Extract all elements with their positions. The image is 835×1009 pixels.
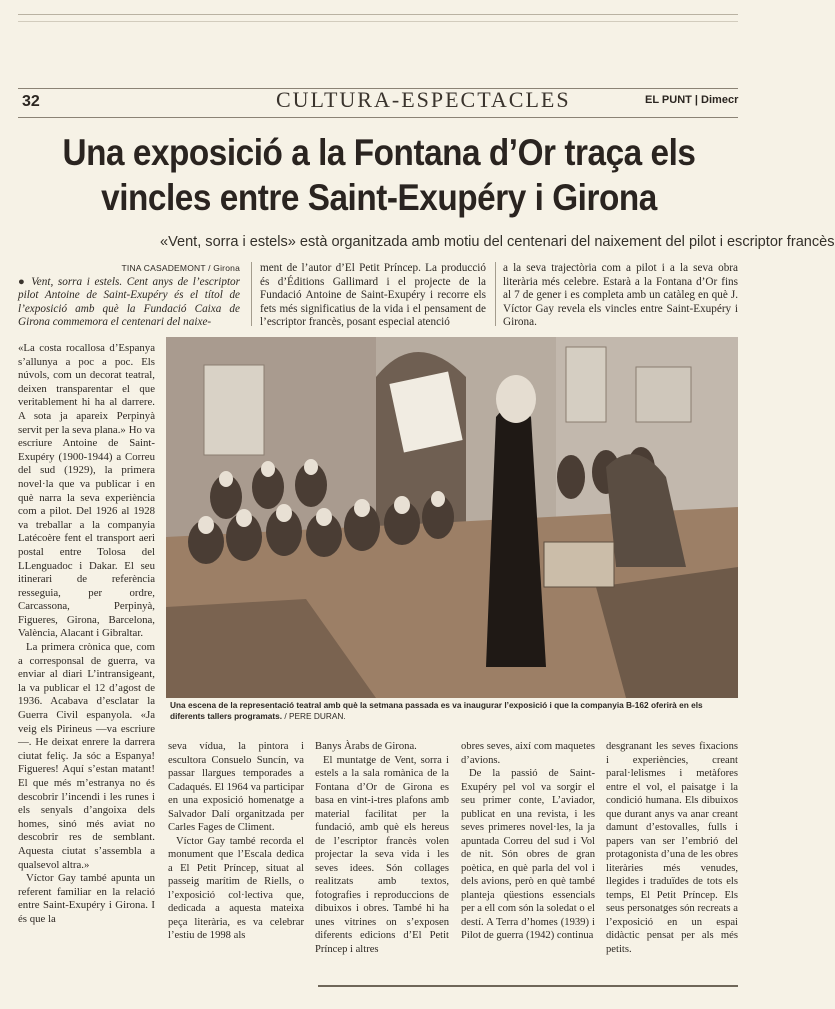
lead-column-2 [260,262,486,330]
page-header [18,88,738,118]
newspaper-name: EL PUNT | Dimecr [645,94,739,106]
bottom-rule [318,985,738,987]
headline [56,130,702,220]
body-column-b [168,740,304,943]
body-paragraph: «La costa rocallosa d’Espanya s’allunya a poc a poc. Els núvols, com un decorat teatral, deixen transparentar el que veritablement hi ha al darrere. A sota ja apareix Perpinyà servit per la seva plana.» Ho va escriure Antoine de Saint-Exupéry (1900-1944) a Correu del sud (1929), la primera novel·la que va publicar i en què narra la seva experiència com a pilot. Del 1926 al 1928 va treballar a la companyia Latécoère fent el transport aeri postal entre Tolosa del LLenguadoc i Dakar. El seu itinerari de referència resseguia, per ordre, Carcassona, Perpinyà, Figueres, Girona, Barcelona, València, Alacant i Gibraltar. [18,342,155,640]
headline-line-1: Una exposició a la Fontana d’Or traça els [62,132,696,173]
lead-column-1 [18,262,240,330]
body-column-c [315,740,449,956]
body-column-e [606,740,738,956]
photo-caption [170,700,738,722]
lead-paragraph-3: a la seva trajectòria com a pilot i a la seva obra literària més celebre. Estarà a la Fontana d’Or fins al 7 de gener i es completa amb un catàleg en què J. Víctor Gay revela els vincles entre Saint-Exupéry i Girona. [503,262,738,328]
byline: TINA CASADEMONT / Girona [121,263,240,273]
body-column-d [461,740,595,943]
lead-paragraph-2: ment de l’autor d’El Petit Príncep. La producció és d’Éditions Gallimard i el projecte de la Fundació Antoine de Saint-Exupéry i recorre els fets més significatius de la vida i el pensament de l’escriptor francès, posant especial atenció [260,262,486,328]
body-paragraph: El muntatge de Vent, sorra i estels a la sala romànica de la Fontana d’Or de Girona es basa en vint-i-tres plafons amb material facilitat per la fundació, amb què els hereus de l’escriptor francès volen projectar la seva vida i les seves idees. Són collages realitzats amb textos, fotografies i reproduccions de dibuixos i obres. També hi ha unes vitrines on s’exposen diferents edicions d’El Petit Príncep i altres [315,754,449,955]
body-paragraph: desgranant les seves fixacions i experiències, creant paral·lelismes i metàfores entre el vol, el paisatge i la condició humana. Els dibuixos que durant anys va anar creant damunt d’estovalles, fulls i papers van ser l’embrió del protagonista d’una de les obres literàries més venudes, llegides i traduïdes de tots els temps, El Petit Príncep. Els seus personatges són recreats a l’exposició en un espai didàctic pensat per als més petits. [606,741,738,955]
bullet-icon: ● [18,275,32,288]
body-paragraph: obres seves, així com maquetes d’avions. [461,741,595,766]
lead-paragraph-1: Vent, sorra i estels. Cent anys de l’escriptor pilot Antoine de Saint-Exupéry és el títol de l’exposició amb què la Fundació Caixa de Girona commemora el centenari del naixe- [18,275,240,328]
body-paragraph: Víctor Gay també apunta un referent familiar en la relació entre Saint-Exupéry i Girona. I és que la [18,872,155,925]
subheadline: «Vent, sorra i estels» està organitzada amb motiu del centenari del naixement del pilot i escriptor francès [160,233,835,250]
body-paragraph: seva vídua, la pintora i escultora Consuelo Suncín, va passar llargues temporades a Cadaqués. El 1964 va participar en una exposició homenatge a Salvador Dalí organitzada per Carles Fages de Climent. [168,741,304,833]
section-title: CULTURA-ESPECTACLES [276,87,571,112]
column-divider [251,262,252,326]
body-column-left [18,342,155,927]
top-rule [18,14,738,22]
body-paragraph: La primera crònica que, com a corresponsal de guerra, va enviar al diari L’intransigeant, la va publicar el 12 d’agost de 1936. Acabava d’esclatar la Guerra Civil espanyola. «Ja veig els Pirineus —va escriure—. He deixat enrere la darrera ciutat feliç. Ja sóc a Espanya! Figueres! Aquí s’estan matant! El que més m’estranya no és descobrir l’incendi i les runes i els senyals d’angoixa dels homes, sinó més aviat no descobrir res de semblant. Aquesta ciutat s’assembla a qualsevol altra.» [18,641,155,871]
lead-column-3 [503,262,738,330]
body-paragraph: Víctor Gay també recorda el monument que l’Escala dedica a El Petit Príncep, situat al passeig marítim de Riells, o l’exposició col·lectiva que, dedicada a aquesta mateixa peça literària, es va celebrar l’estiu de 1998 als [168,835,304,941]
body-paragraph: Banys Àrabs de Girona. [315,741,417,752]
event-photo [166,337,738,698]
photo-credit: / PERE DURAN. [284,711,346,721]
column-divider [495,262,496,326]
caption-text: Una escena de la representació teatral amb què la setmana passada es va inaugurar l’exposició i que la companyia B-162 oferirà en els diferents tallers programats. [170,700,703,721]
headline-line-2: vincles entre Saint-Exupéry i Girona [101,177,657,218]
body-paragraph: De la passió de Saint-Exupéry pel vol va sorgir el seu primer conte, L’aviador, publicat en una revista, i les seves primeres novel·les, la ja apuntada Correu del sud i Vol de nit. Són obres de gran poètica, en què parla del vol i dels avions, però en què també planteja qüestions essencials per a ell com són la soledat o el destí. A Terra d’homes (1939) i Pilot de guerra (1942) continua [461,768,595,941]
page-number: 32 [22,93,40,110]
